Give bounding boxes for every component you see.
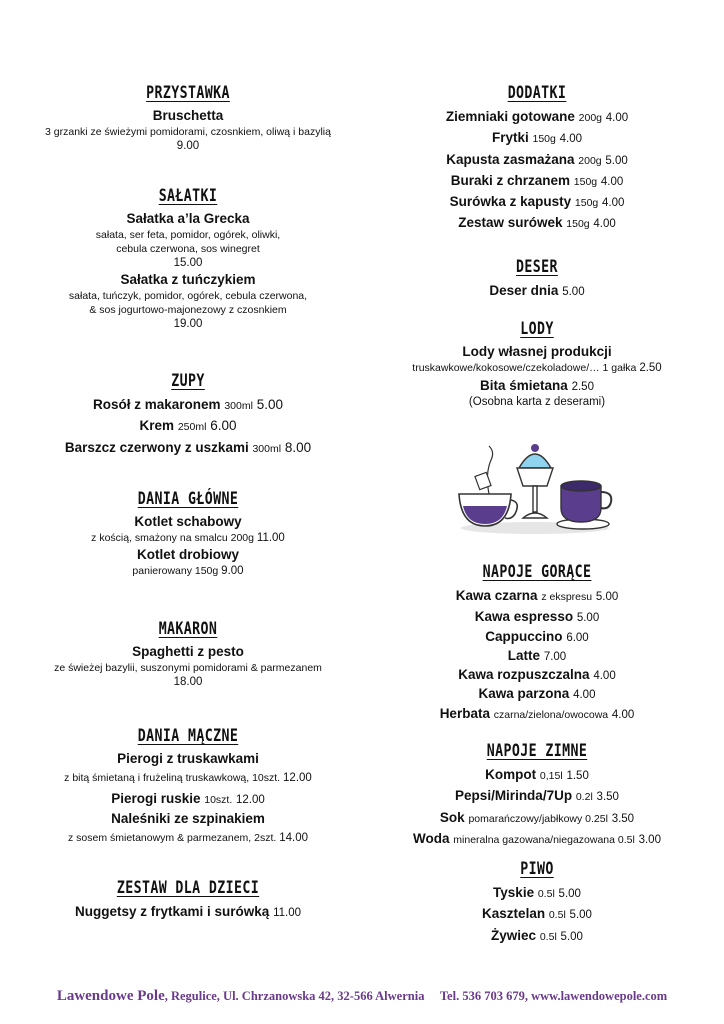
item-desc: sałata, tuńczyk, pomidor, ogórek, cebula czerwona, bbox=[68, 290, 308, 302]
menu-row bbox=[376, 765, 698, 786]
section-piwo bbox=[376, 859, 698, 947]
item-desc bbox=[0, 531, 376, 546]
item-size: 0,15l bbox=[539, 770, 563, 782]
item-name bbox=[0, 788, 376, 810]
section-zestaw-dla-dzieci bbox=[0, 878, 376, 921]
item-desc bbox=[0, 828, 376, 848]
item-name: Nuggetsy z frytkami i surówką bbox=[74, 904, 270, 919]
menu-row bbox=[376, 665, 698, 684]
section-heading: DANIA GŁÓWNE bbox=[137, 489, 239, 509]
menu-row bbox=[0, 902, 376, 921]
item-text: 5.00 bbox=[560, 930, 583, 943]
section-heading: NAPOJE ZIMNE bbox=[486, 741, 588, 761]
note: (Osobna karta z deserami) bbox=[468, 396, 606, 409]
ice-cream-icon bbox=[517, 444, 553, 518]
item-desc: sałata, ser feta, pomidor, ogórek, oliwki, bbox=[95, 229, 281, 241]
section-heading: DODATKI bbox=[507, 83, 567, 103]
item-size: czarna/zielona/owocowa bbox=[493, 708, 609, 721]
item-text: 4.00 bbox=[593, 218, 616, 231]
item-name: Bruschetta bbox=[152, 108, 224, 123]
menu-row bbox=[0, 416, 376, 437]
section-heading: PRZYSTAWKA bbox=[146, 83, 230, 103]
section-dania-maczne bbox=[0, 726, 376, 848]
item-name: Kawa czarna bbox=[455, 588, 538, 603]
item-name: Zestaw surówek bbox=[458, 215, 563, 231]
item-text: 4.00 bbox=[611, 708, 635, 721]
section-heading: PIWO bbox=[520, 859, 554, 879]
item-name: Rosół z makaronem bbox=[93, 397, 221, 412]
item-name: Spaghetti z pesto bbox=[132, 644, 244, 659]
item-name: Barszcz czerwony z uszkami bbox=[64, 439, 249, 455]
section-przystawka bbox=[0, 83, 376, 154]
item-size: 250ml bbox=[177, 421, 207, 434]
menu-row bbox=[376, 607, 698, 626]
item-name: Sałatka z tuńczykiem bbox=[120, 272, 256, 287]
item-text: 4.00 bbox=[593, 670, 616, 683]
item-name: Tyskie bbox=[493, 885, 535, 900]
item-text: 11.00 bbox=[256, 532, 285, 544]
item-text: 14.00 bbox=[279, 832, 309, 844]
tea-glass-icon bbox=[459, 446, 517, 526]
menu-row bbox=[376, 128, 698, 149]
menu-row bbox=[376, 281, 698, 300]
section-dania-glowne bbox=[0, 489, 376, 579]
menu-row bbox=[376, 376, 698, 395]
item-name: Bita śmietana bbox=[480, 378, 568, 393]
item-text: 11.00 bbox=[273, 907, 301, 919]
brand-name: Lawendowe Pole bbox=[56, 988, 165, 1004]
item-text: 5.00 bbox=[569, 909, 592, 922]
item-text: 4.00 bbox=[559, 133, 583, 146]
menu-row bbox=[376, 192, 698, 213]
item-name: Lody własnej produkcji bbox=[462, 344, 612, 359]
item-text: z bitą śmietaną i frużeliną truskawkową, 10szt. bbox=[64, 772, 281, 784]
menu-row bbox=[376, 904, 698, 925]
item-size: 200g bbox=[578, 154, 602, 167]
section-deser bbox=[376, 257, 698, 300]
item-name: Frytki bbox=[491, 130, 529, 146]
menu-row bbox=[376, 684, 698, 703]
item-text: z kością, smażony na smalcu 200g bbox=[91, 532, 254, 544]
menu-row bbox=[376, 808, 698, 829]
item-text: Pierogi ruskie bbox=[111, 791, 201, 806]
item-text: 6.00 bbox=[210, 418, 237, 434]
item-name: Żywiec bbox=[491, 927, 537, 943]
section-napoje-zimne bbox=[376, 741, 698, 850]
menu-row bbox=[376, 213, 698, 234]
item-text: 6.00 bbox=[566, 631, 589, 644]
item-text: 7.00 bbox=[543, 650, 567, 663]
item-text: 12.00 bbox=[236, 794, 265, 806]
item-desc bbox=[0, 768, 376, 788]
item-name: Surówka z kapusty bbox=[449, 194, 572, 210]
item-text: 2.50 bbox=[639, 362, 662, 374]
item-name: Krem bbox=[139, 418, 175, 434]
item-price: 9.00 bbox=[176, 140, 200, 152]
item-text: 5.00 bbox=[595, 591, 619, 603]
section-heading: ZESTAW DLA DZIECI bbox=[116, 878, 260, 898]
section-heading: DESER bbox=[516, 257, 558, 277]
item-text: 5.00 bbox=[558, 888, 581, 900]
menu-row bbox=[376, 704, 698, 725]
item-text: 5.00 bbox=[605, 154, 628, 167]
item-size: 0.2l bbox=[575, 791, 593, 804]
menu-row bbox=[376, 150, 698, 171]
item-text: 4.00 bbox=[600, 175, 624, 188]
menu-row bbox=[376, 171, 698, 192]
item-desc bbox=[376, 361, 698, 376]
item-name: Sałatka a’la Grecka bbox=[126, 211, 250, 226]
item-name: Woda bbox=[413, 830, 450, 846]
item-size: 150g bbox=[574, 197, 599, 210]
item-name: Pepsi/Mirinda/7Up bbox=[455, 788, 573, 804]
item-name: Kawa espresso bbox=[474, 609, 574, 625]
item-text: 10szt. bbox=[204, 794, 233, 806]
item-name: Kompot bbox=[485, 767, 537, 782]
item-text: 2.50 bbox=[571, 381, 594, 393]
section-makaron bbox=[0, 619, 376, 690]
contact[interactable]: Tel. 536 703 679, www.lawendowepole.com bbox=[439, 989, 668, 1003]
item-name: Ziemniaki gotowane bbox=[445, 109, 575, 124]
item-name: Kawa rozpuszczalna bbox=[458, 667, 590, 683]
item-name: Kapusta zasmażana bbox=[446, 151, 575, 167]
item-desc: ze świeżej bazylii, suszonymi pomidorami & parmezanem bbox=[54, 662, 322, 674]
item-text: z sosem śmietanowym & parmezanem, 2szt. bbox=[67, 832, 277, 844]
item-text: 3.00 bbox=[638, 833, 661, 846]
section-zupy bbox=[0, 371, 376, 459]
item-size: mineralna gazowana/niegazowana 0.5l bbox=[453, 833, 635, 846]
item-text: 9.00 bbox=[221, 565, 244, 577]
item-name: Deser dnia bbox=[489, 283, 559, 298]
section-heading: LODY bbox=[520, 319, 554, 339]
item-text: 3.50 bbox=[596, 791, 619, 804]
item-size: 300ml bbox=[252, 442, 282, 455]
item-text: 4.00 bbox=[602, 197, 625, 210]
item-desc: cebula czerwona, sos winegret bbox=[116, 243, 260, 255]
item-desc: & sos jogurtowo-majonezowy z czosnkiem bbox=[89, 304, 287, 316]
menu-row bbox=[0, 395, 376, 416]
item-price: 15.00 bbox=[173, 257, 203, 269]
item-text: 5.00 bbox=[576, 612, 600, 625]
item-text: 3.50 bbox=[611, 812, 635, 825]
item-size: 0.5l bbox=[539, 930, 557, 943]
item-size: 150g bbox=[532, 133, 556, 146]
menu-row bbox=[376, 786, 698, 807]
item-size: pomarańczowy/jabłkowy 0.25l bbox=[468, 812, 608, 825]
item-name: Buraki z chrzanem bbox=[450, 172, 570, 188]
item-text: panierowany 150g bbox=[132, 565, 219, 577]
item-name: Kotlet schabowy bbox=[134, 514, 242, 529]
item-text: 4.00 bbox=[605, 112, 629, 124]
menu-row bbox=[376, 883, 698, 904]
footer: Lawendowe Pole, Regulice, Ul. Chrzanowska 42, 32-566 Alwernia Tel. 536 703 679, www.lawendowepole.com bbox=[56, 988, 668, 1004]
item-size: 0.5l bbox=[548, 909, 566, 922]
item-size: 150g bbox=[573, 175, 598, 188]
menu-row bbox=[0, 438, 376, 459]
item-price: 18.00 bbox=[173, 676, 203, 688]
menu-row bbox=[376, 646, 698, 665]
section-heading: NAPOJE GORĄCE bbox=[482, 562, 592, 582]
item-name: Pierogi z truskawkami bbox=[117, 751, 259, 766]
coffee-cup-icon bbox=[557, 481, 611, 529]
item-size: 150g bbox=[566, 218, 590, 231]
item-name: Naleśniki ze szpinakiem bbox=[111, 811, 265, 826]
menu-row bbox=[376, 627, 698, 646]
item-text: 1.50 bbox=[566, 770, 589, 782]
section-heading: ZUPY bbox=[171, 371, 205, 391]
item-size: 0.5l bbox=[537, 888, 555, 900]
address: Regulice, Ul. Chrzanowska 42, 32-566 Alwernia bbox=[170, 989, 425, 1003]
item-desc bbox=[0, 564, 376, 579]
item-desc: 3 grzanki ze świeżymi pomidorami, czosnkiem, oliwą i bazylią bbox=[45, 126, 331, 138]
section-heading: DANIA MĄCZNE bbox=[137, 726, 239, 746]
drinks-illustration-icon bbox=[455, 434, 615, 538]
item-name: Kawa parzona bbox=[478, 686, 570, 702]
section-salatki bbox=[0, 186, 376, 332]
item-text: truskawkowe/kokosowe/czekoladowe/… 1 gałka bbox=[412, 362, 637, 374]
item-size: z ekspresu bbox=[541, 591, 593, 603]
menu-row bbox=[376, 586, 698, 607]
section-heading: SAŁATKI bbox=[158, 186, 218, 206]
item-name: Kotlet drobiowy bbox=[137, 547, 239, 562]
item-size: 200g bbox=[578, 112, 602, 124]
item-text: 8.00 bbox=[284, 439, 312, 455]
menu-row bbox=[376, 107, 698, 128]
item-text: 12.00 bbox=[283, 772, 312, 784]
item-size: 300ml bbox=[224, 400, 253, 412]
menu-row bbox=[376, 926, 698, 947]
section-dodatki bbox=[376, 83, 698, 235]
item-text: 5.00 bbox=[256, 397, 283, 412]
item-text: 4.00 bbox=[573, 689, 596, 702]
menu-row bbox=[376, 829, 698, 850]
item-name: Herbata bbox=[439, 705, 490, 721]
item-name: Cappuccino bbox=[485, 628, 563, 644]
item-name: Sok bbox=[439, 809, 465, 825]
section-napoje-gorace bbox=[376, 562, 698, 725]
section-lody bbox=[376, 319, 698, 410]
item-name: Kasztelan bbox=[482, 906, 546, 922]
item-name: Latte bbox=[507, 647, 541, 663]
section-heading: MAKARON bbox=[158, 619, 218, 639]
item-price: 19.00 bbox=[173, 318, 203, 330]
item-text: 5.00 bbox=[562, 286, 585, 298]
